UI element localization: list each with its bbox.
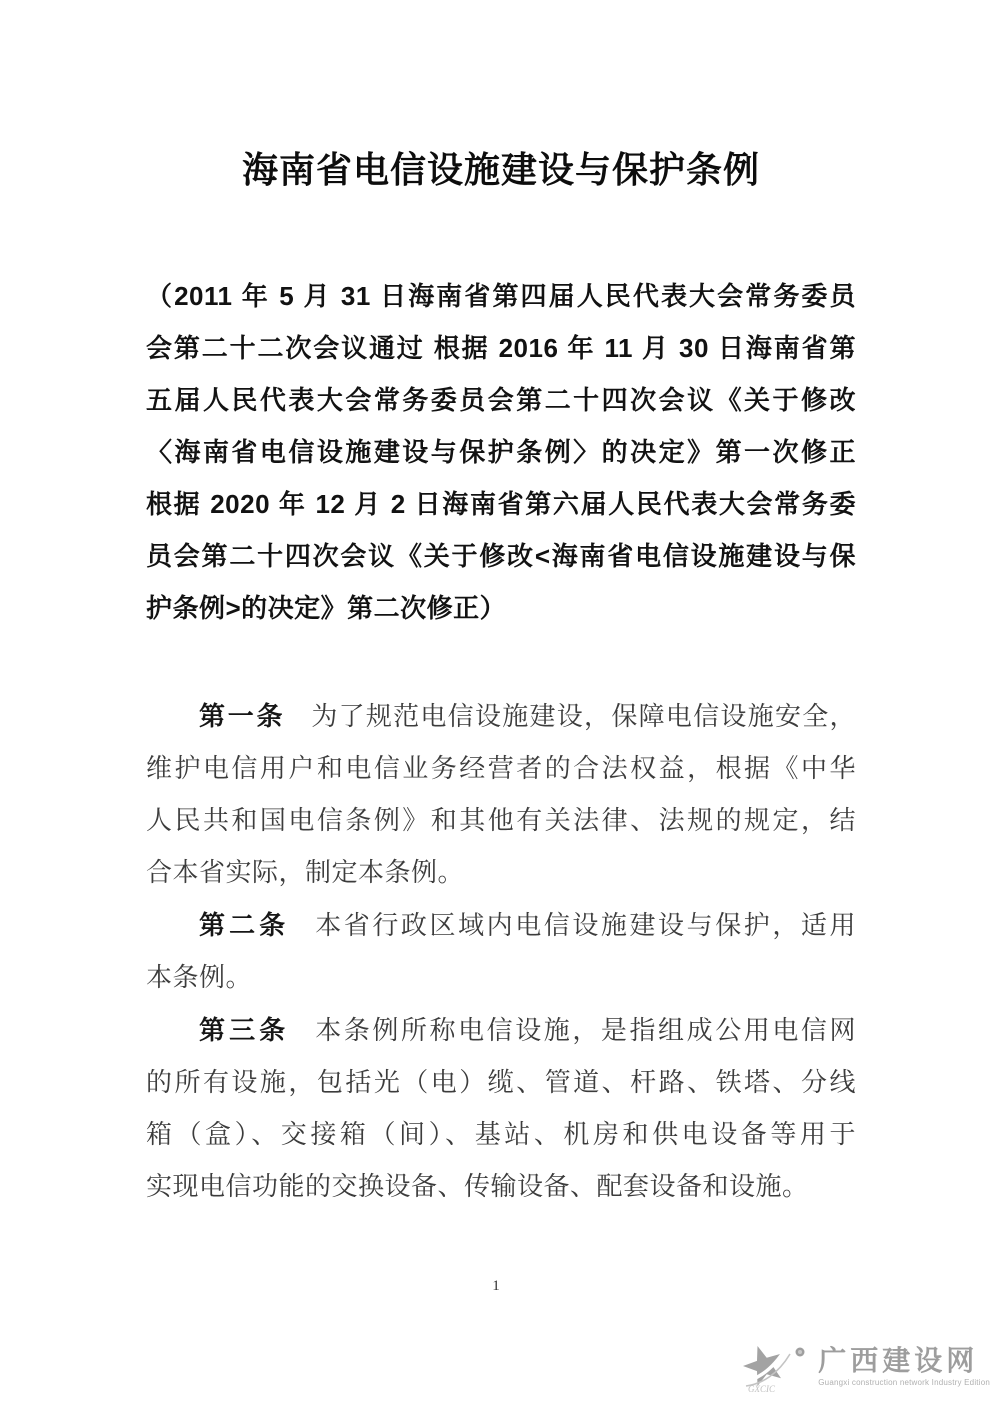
article-1-line: 人民共和国电信条例》和其他有关法律、法规的规定，结 — [146, 806, 856, 835]
enactment-line: 会第二十二次会议通过 根据 2016 年 11 月 30 日海南省第 — [146, 333, 856, 363]
article-2-line: 本条例。 — [146, 963, 253, 992]
watermark-title: 广西建设网 — [818, 1346, 979, 1377]
enactment-note — [146, 270, 856, 634]
enactment-line: （2011 年 5 月 31 日海南省第四届人民代表大会常务委员 — [146, 281, 856, 311]
enactment-line: 护条例>的决定》第二次修正） — [146, 593, 507, 623]
article-3-line: 箱（盒）、交接箱（间）、基站、机房和供电设备等用于 — [146, 1120, 856, 1149]
star-icon — [734, 1339, 816, 1397]
watermark-text — [818, 1339, 990, 1388]
article-3-line — [146, 1004, 856, 1057]
enactment-line: 五届人民代表大会常务委员会第二十四次会议《关于修改 — [146, 385, 856, 415]
document-title: 海南省电信设施建设与保护条例 — [241, 149, 760, 190]
article-3-line: 实现电信功能的交换设备、传输设备、配套设备和设施。 — [146, 1172, 809, 1201]
article-2-number: 第二条 — [199, 910, 290, 940]
article-2-text: 本省行政区域内电信设施建设与保护，适用 — [315, 911, 856, 940]
enactment-line: 员会第二十四次会议《关于修改<海南省电信设施建设与保 — [146, 541, 856, 571]
article-body — [146, 690, 856, 1213]
article-3-line: 的所有设施，包括光（电）缆、管道、杆路、铁塔、分线 — [146, 1068, 856, 1097]
page-number: 1 — [492, 1278, 500, 1294]
watermark — [734, 1339, 990, 1397]
article-3-text: 本条例所称电信设施，是指组成公用电信网 — [315, 1016, 856, 1045]
document-content — [146, 0, 856, 1213]
watermark-logo-script: GXCIC — [748, 1384, 776, 1394]
article-1-text: 为了规范电信设施建设，保障电信设施安全， — [311, 702, 856, 731]
enactment-line: 〈海南省电信设施建设与保护条例〉的决定》第一次修正 — [146, 437, 856, 467]
article-1-line: 维护电信用户和电信业务经营者的合法权益，根据《中华 — [146, 754, 856, 783]
article-1-line — [146, 690, 856, 743]
watermark-subtitle: Guangxi construction network Industry Edition — [818, 1378, 990, 1387]
article-3-number: 第三条 — [199, 1015, 290, 1045]
article-1-line: 合本省实际，制定本条例。 — [146, 858, 465, 887]
article-1-number: 第一条 — [199, 701, 286, 731]
article-2-line — [146, 899, 856, 952]
enactment-line: 根据 2020 年 12 月 2 日海南省第六届人民代表大会常务委 — [146, 489, 856, 519]
